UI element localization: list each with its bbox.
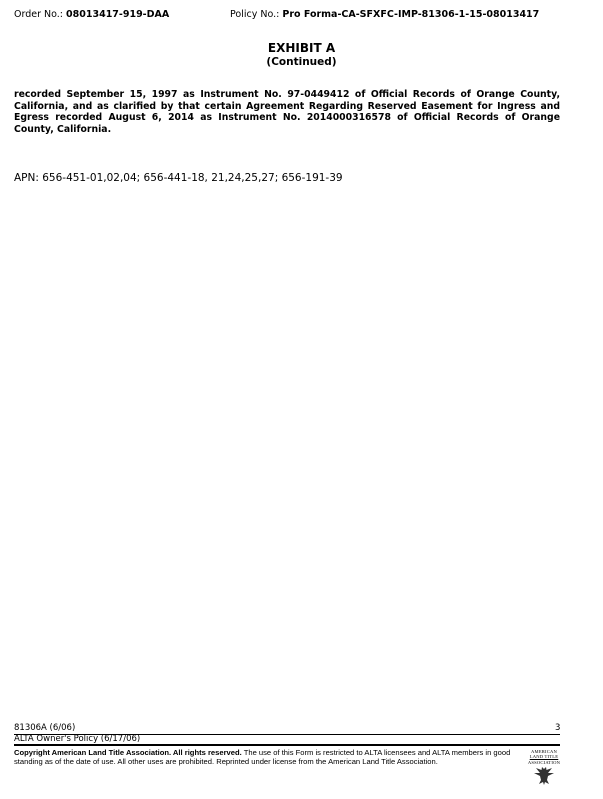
copyright-notice (14, 748, 522, 767)
apn-line: APN: 656-451-01,02,04; 656-441-18, 21,24,25,27; 656-191-39 (14, 172, 343, 184)
alta-logo (525, 749, 563, 793)
page-number: 3 (555, 723, 561, 733)
copyright-bold: Copyright American Land Title Association. All rights reserved. (14, 748, 242, 757)
form-code: 81306A (6/06) (14, 723, 76, 733)
copyright-text: The use of this Form is restricted to ALTA licensees and ALTA members in good standing as of the date of use. All other uses are prohibited. Reprinted under license from the American Land Title Association. (14, 748, 511, 767)
logo-text-land-title: LAND TITLE (529, 754, 559, 760)
policy-number (230, 9, 539, 20)
exhibit-title: EXHIBIT A (267, 41, 336, 55)
order-number-value: 08013417-919-DAA (66, 9, 170, 20)
order-number (14, 9, 169, 20)
logo-text-american: AMERICAN (530, 749, 558, 754)
logo-text-association: ASSOCIATION (527, 759, 561, 765)
exhibit-subtitle: (Continued) (266, 56, 337, 68)
policy-form-name: ALTA Owner's Policy (6/17/06) (14, 734, 141, 744)
policy-number-label: Policy No.: (230, 9, 280, 20)
order-number-label: Order No.: (14, 9, 63, 20)
legal-description: recorded September 15, 1997 as Instrument No. 97-0449412 of Official Records of Orange County, California, and as clarified by that certain Agreement Regarding Reserved Easement for Ingress and Egress recorded August 6, 2014 as Instrument No. 2014000316578 of Official Records of Orange County, California. (14, 89, 560, 135)
eagle-icon (533, 766, 555, 786)
footer-divider-thick (14, 744, 560, 746)
policy-number-value: Pro Forma-CA-SFXFC-IMP-81306-1-15-08013417 (282, 9, 540, 20)
